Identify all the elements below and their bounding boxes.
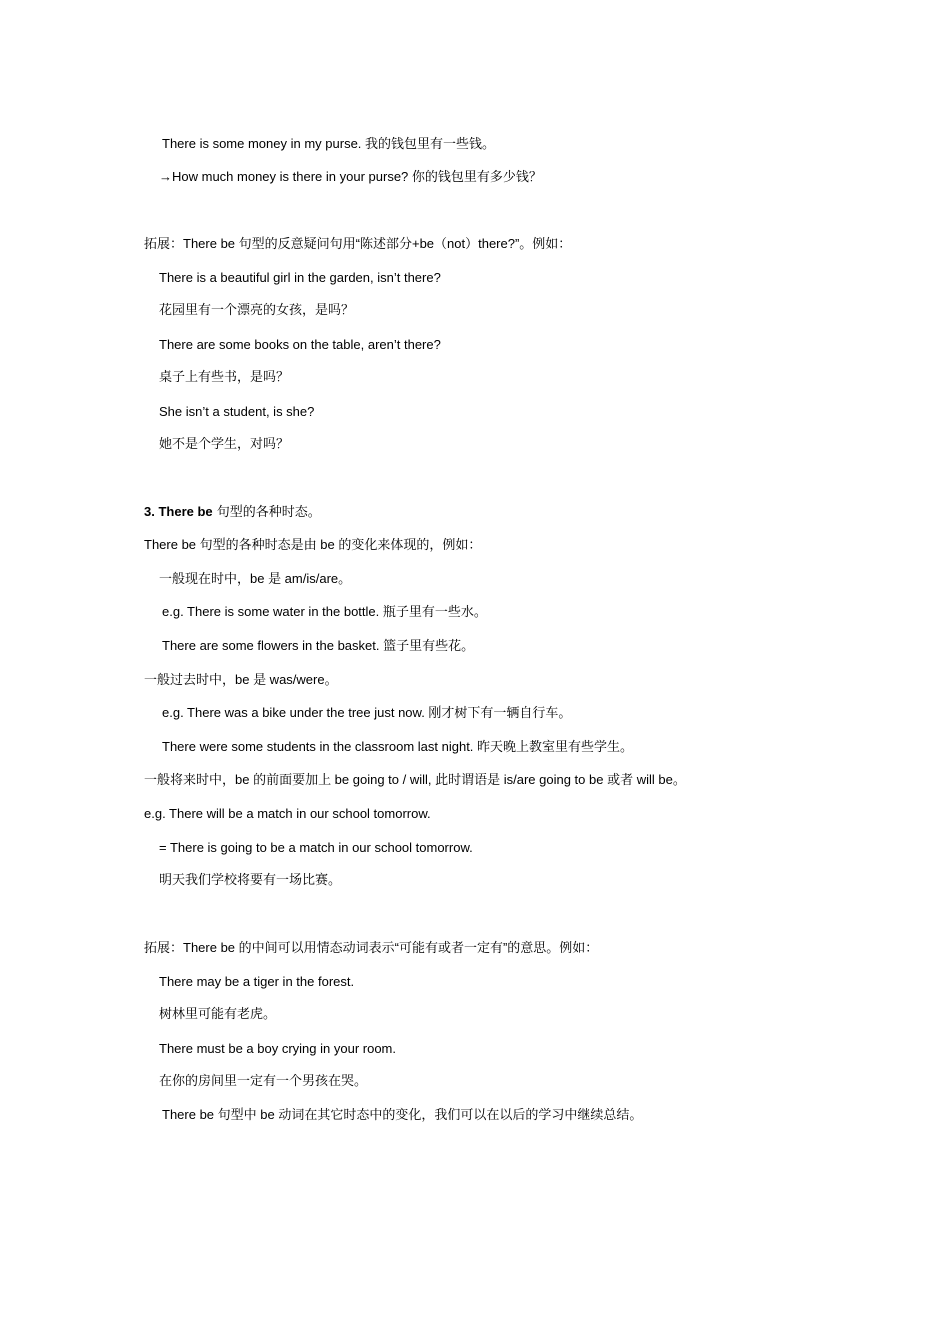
extension-intro: 拓展：There be 句型的反意疑问句用“陈述部分+be（not）there?”。例如： — [144, 236, 572, 251]
example-translation: 明天我们学校将要有一场比赛。 — [159, 873, 342, 888]
tense-rule-past: 一般过去时中，be 是 was/were。 — [144, 672, 338, 687]
example-sentence: There were some students in the classroom last night. 昨天晚上教室里有些学生。 — [162, 739, 634, 754]
example-sentence: There must be a boy crying in your room. — [159, 1041, 396, 1056]
example-sentence: There are some books on the table, aren’t there? — [159, 337, 441, 352]
example-sentence: = There is going to be a match in our school tomorrow. — [159, 840, 473, 855]
example-question: →How much money is there in your purse? 你的钱包里有多少钱？ — [159, 169, 542, 184]
example-translation: 桌子上有些书，是吗？ — [159, 370, 290, 385]
tense-rule-future: 一般将来时中，be 的前面要加上 be going to / will, 此时谓语是 is/are going to be 或者 will be。 — [144, 772, 686, 787]
extension-intro: 拓展：There be 的中间可以用情态动词表示“可能有或者一定有”的意思。例如： — [144, 940, 599, 955]
example-sentence: There are some flowers in the basket. 篮子里有些花。 — [162, 638, 475, 653]
section-heading — [144, 504, 321, 521]
section-heading-bold: 3. There be — [144, 504, 213, 519]
example-translation: 树林里可能有老虎。 — [159, 1007, 277, 1022]
section-intro: There be 句型的各种时态是由 be 的变化来体现的，例如： — [144, 537, 482, 552]
example-sentence: e.g. There was a bike under the tree just now. 刚才树下有一辆自行车。 — [162, 705, 572, 720]
example-sentence: e.g. There is some water in the bottle. 瓶子里有一些水。 — [162, 604, 487, 619]
example-translation: 花园里有一个漂亮的女孩，是吗？ — [159, 303, 355, 318]
example-sentence: There is a beautiful girl in the garden, isn’t there? — [159, 270, 441, 285]
example-translation: 在你的房间里一定有一个男孩在哭。 — [159, 1074, 368, 1089]
example-sentence: e.g. There will be a match in our school tomorrow. — [144, 806, 431, 821]
section-heading-rest: 句型的各种时态。 — [212, 505, 321, 520]
example-sentence: She isn’t a student, is she? — [159, 404, 315, 419]
example-translation: 她不是个学生，对吗？ — [159, 437, 290, 452]
closing-note: There be 句型中 be 动词在其它时态中的变化，我们可以在以后的学习中继续总结。 — [162, 1107, 643, 1122]
example-sentence: There is some money in my purse. 我的钱包里有一些钱。 — [162, 136, 496, 151]
tense-rule-present: 一般现在时中，be 是 am/is/are。 — [159, 571, 352, 586]
example-sentence: There may be a tiger in the forest. — [159, 974, 355, 989]
